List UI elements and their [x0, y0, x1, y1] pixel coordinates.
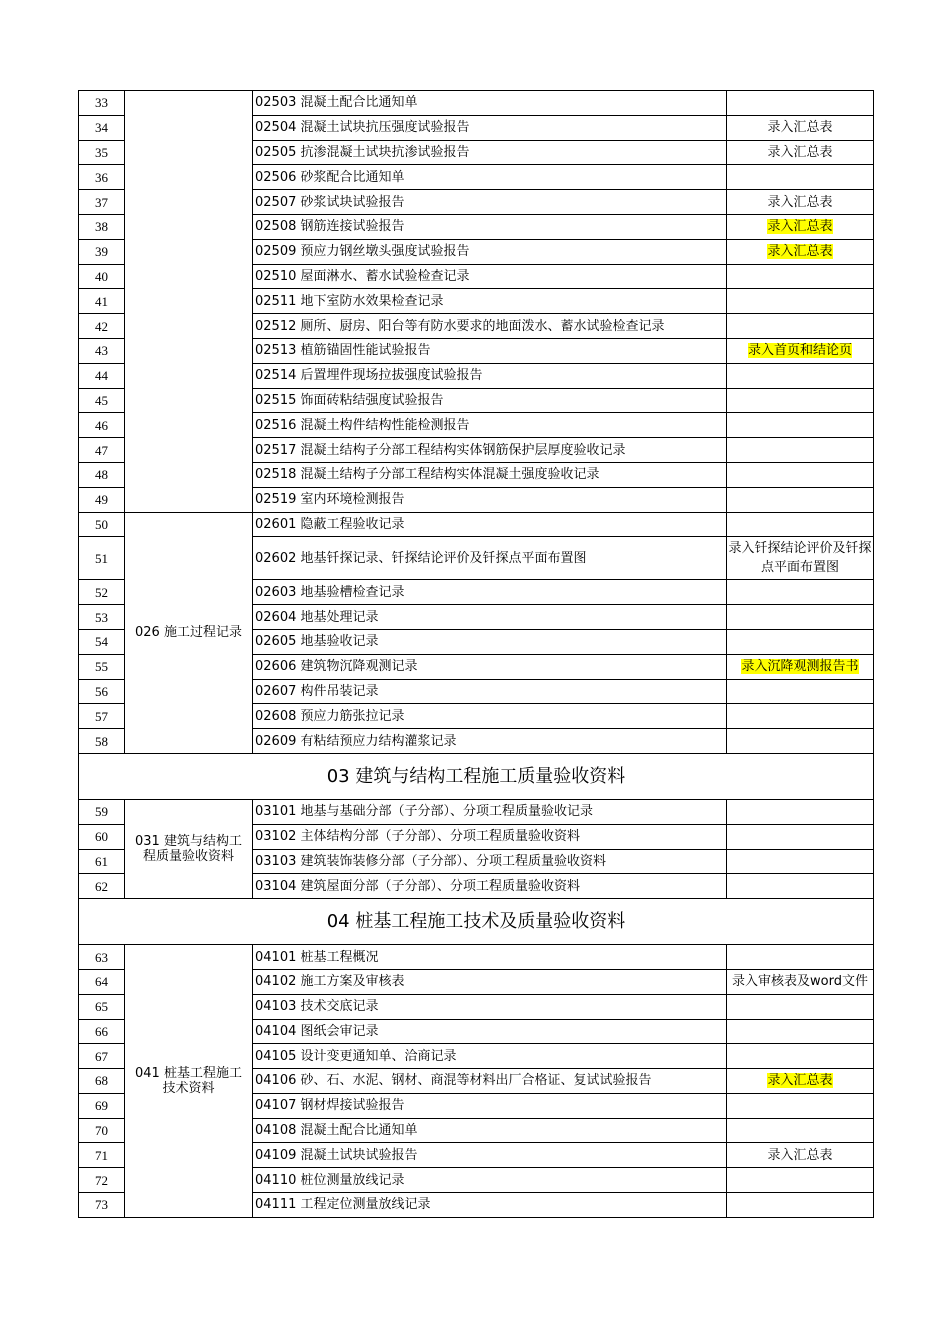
row-number: 56: [79, 679, 125, 704]
note-text: 录入汇总表: [767, 194, 833, 210]
row-number: 68: [79, 1069, 125, 1094]
item-title: 02504 混凝土试块抗压强度试验报告: [253, 115, 727, 140]
row-number: 60: [79, 824, 125, 849]
item-title: 02506 砂浆配合比通知单: [253, 165, 727, 190]
item-title: 02609 有粘结预应力结构灌浆记录: [253, 729, 727, 754]
item-title: 04104 图纸会审记录: [253, 1019, 727, 1044]
row-number: 42: [79, 314, 125, 339]
row-number: 53: [79, 605, 125, 630]
item-title: 03101 地基与基础分部（子分部）、分项工程质量验收记录: [253, 799, 727, 824]
note-cell: [727, 91, 874, 116]
item-title: 02605 地基验收记录: [253, 629, 727, 654]
note-cell: [727, 729, 874, 754]
note-text: 录入汇总表: [767, 1147, 833, 1163]
note-cell: [727, 413, 874, 438]
row-number: 34: [79, 115, 125, 140]
item-title: 04102 施工方案及审核表: [253, 969, 727, 994]
highlighted-note: 录入汇总表: [767, 244, 833, 260]
note-cell: [727, 140, 874, 165]
item-title: 04109 混凝土试块试验报告: [253, 1143, 727, 1168]
row-number: 64: [79, 969, 125, 994]
item-title: 02512 厕所、厨房、阳台等有防水要求的地面泼水、蓄水试验检查记录: [253, 314, 727, 339]
note-cell: [727, 512, 874, 537]
table-row: [79, 945, 874, 970]
row-number: 37: [79, 190, 125, 215]
item-title: 04103 技术交底记录: [253, 994, 727, 1019]
row-number: 41: [79, 289, 125, 314]
row-number: 50: [79, 512, 125, 537]
row-number: 65: [79, 994, 125, 1019]
note-cell: [727, 679, 874, 704]
item-title: 02511 地下室防水效果检查记录: [253, 289, 727, 314]
item-title: 02602 地基钎探记录、钎探结论评价及钎探点平面布置图: [253, 537, 727, 580]
row-number: 46: [79, 413, 125, 438]
item-title: 02607 构件吊装记录: [253, 679, 727, 704]
item-title: 04108 混凝土配合比通知单: [253, 1118, 727, 1143]
item-title: 02519 室内环境检测报告: [253, 487, 727, 512]
item-title: 02514 后置埋件现场拉拔强度试验报告: [253, 363, 727, 388]
note-cell: [727, 487, 874, 512]
note-cell: [727, 289, 874, 314]
note-text: 录入审核表及word文件: [732, 974, 868, 990]
highlighted-note: 录入沉降观测报告书: [741, 659, 859, 675]
item-title: 02510 屋面淋水、蓄水试验检查记录: [253, 264, 727, 289]
table-row: [79, 799, 874, 824]
note-cell: [727, 945, 874, 970]
note-cell: [727, 799, 874, 824]
group-label-line: 031 建筑与结构工: [135, 834, 242, 850]
note-cell: [727, 1044, 874, 1069]
group-cell-031: [125, 799, 253, 898]
note-cell: [727, 654, 874, 679]
note-cell: [727, 605, 874, 630]
row-number: 54: [79, 629, 125, 654]
table-row: [79, 91, 874, 116]
note-cell: [727, 462, 874, 487]
item-title: 02516 混凝土构件结构性能检测报告: [253, 413, 727, 438]
row-number: 66: [79, 1019, 125, 1044]
row-number: 39: [79, 239, 125, 264]
item-title: 02515 饰面砖粘结强度试验报告: [253, 388, 727, 413]
item-title: 02604 地基处理记录: [253, 605, 727, 630]
note-cell: [727, 994, 874, 1019]
note-cell: [727, 580, 874, 605]
item-title: 02518 混凝土结构子分部工程结构实体混凝土强度验收记录: [253, 462, 727, 487]
note-cell: [727, 190, 874, 215]
row-number: 62: [79, 874, 125, 899]
item-title: 02606 建筑物沉降观测记录: [253, 654, 727, 679]
section-row: [79, 753, 874, 799]
row-number: 58: [79, 729, 125, 754]
highlighted-note: 录入首页和结论页: [747, 343, 852, 359]
item-title: 04111 工程定位测量放线记录: [253, 1193, 727, 1218]
note-cell: [727, 388, 874, 413]
note-cell: [727, 1143, 874, 1168]
row-number: 69: [79, 1093, 125, 1118]
row-number: 45: [79, 388, 125, 413]
row-number: 70: [79, 1118, 125, 1143]
row-number: 49: [79, 487, 125, 512]
section-row: [79, 899, 874, 945]
item-title: 04101 桩基工程概况: [253, 945, 727, 970]
note-cell: [727, 824, 874, 849]
note-cell: [727, 1019, 874, 1044]
note-cell: [727, 969, 874, 994]
row-number: 73: [79, 1193, 125, 1218]
note-cell: [727, 704, 874, 729]
row-number: 40: [79, 264, 125, 289]
item-title: 04107 钢材焊接试验报告: [253, 1093, 727, 1118]
note-cell: [727, 1118, 874, 1143]
group-label-line: 程质量验收资料: [142, 849, 234, 865]
note-cell: [727, 214, 874, 239]
note-cell: [727, 1093, 874, 1118]
group-cell-026: 026 施工过程记录: [125, 512, 253, 753]
group-cell: [125, 91, 253, 513]
item-title: 03104 建筑屋面分部（子分部）、分项工程质量验收资料: [253, 874, 727, 899]
item-title: 02608 预应力筋张拉记录: [253, 704, 727, 729]
item-title: 02513 植筋锚固性能试验报告: [253, 338, 727, 363]
item-title: 04110 桩位测量放线记录: [253, 1168, 727, 1193]
note-cell: [727, 1193, 874, 1218]
note-cell: [727, 849, 874, 874]
row-number: 36: [79, 165, 125, 190]
group-label-line: 技术资料: [162, 1080, 215, 1096]
row-number: 71: [79, 1143, 125, 1168]
row-number: 72: [79, 1168, 125, 1193]
row-number: 63: [79, 945, 125, 970]
item-title: 02517 混凝土结构子分部工程结构实体钢筋保护层厚度验收记录: [253, 438, 727, 463]
row-number: 51: [79, 537, 125, 580]
note-text: 录入汇总表: [767, 144, 833, 160]
group-cell-041: [125, 945, 253, 1218]
highlighted-note: 录入汇总表: [767, 219, 833, 235]
row-number: 48: [79, 462, 125, 487]
row-number: 57: [79, 704, 125, 729]
row-number: 52: [79, 580, 125, 605]
note-cell: [727, 1168, 874, 1193]
item-title: 02507 砂浆试块试验报告: [253, 190, 727, 215]
item-title: 04106 砂、石、水泥、钢材、商混等材料出厂合格证、复试试验报告: [253, 1069, 727, 1094]
item-title: 03102 主体结构分部（子分部）、分项工程质量验收资料: [253, 824, 727, 849]
item-title: 02505 抗渗混凝土试块抗渗试验报告: [253, 140, 727, 165]
note-cell: [727, 629, 874, 654]
note-cell: [727, 363, 874, 388]
row-number: 35: [79, 140, 125, 165]
note-cell: [727, 874, 874, 899]
row-number: 55: [79, 654, 125, 679]
note-cell: [727, 165, 874, 190]
note-cell: [727, 1069, 874, 1094]
row-number: 33: [79, 91, 125, 116]
row-number: 47: [79, 438, 125, 463]
item-title: 03103 建筑装饰装修分部（子分部）、分项工程质量验收资料: [253, 849, 727, 874]
row-number: 59: [79, 799, 125, 824]
item-title: 02508 钢筋连接试验报告: [253, 214, 727, 239]
item-title: 02603 地基验槽检查记录: [253, 580, 727, 605]
item-title: 02509 预应力钢丝墩头强度试验报告: [253, 239, 727, 264]
item-title: 02503 混凝土配合比通知单: [253, 91, 727, 116]
item-title: 02601 隐蔽工程验收记录: [253, 512, 727, 537]
document-table: [78, 90, 874, 1218]
note-cell: [727, 338, 874, 363]
note-cell: 录入钎探结论评价及钎探点平面布置图: [727, 537, 874, 580]
note-cell: [727, 438, 874, 463]
row-number: 67: [79, 1044, 125, 1069]
row-number: 38: [79, 214, 125, 239]
section-heading-04: 04 桩基工程施工技术及质量验收资料: [79, 899, 874, 945]
highlighted-note: 录入汇总表: [767, 1073, 833, 1089]
section-heading-03: 03 建筑与结构工程施工质量验收资料: [79, 753, 874, 799]
row-number: 61: [79, 849, 125, 874]
row-number: 44: [79, 363, 125, 388]
item-title: 04105 设计变更通知单、洽商记录: [253, 1044, 727, 1069]
row-number: 43: [79, 338, 125, 363]
note-cell: [727, 314, 874, 339]
table-row: [79, 512, 874, 537]
note-cell: [727, 115, 874, 140]
note-cell: [727, 264, 874, 289]
note-cell: [727, 239, 874, 264]
group-label-line: 041 桩基工程施工: [135, 1065, 242, 1081]
note-text: 录入汇总表: [767, 120, 833, 136]
